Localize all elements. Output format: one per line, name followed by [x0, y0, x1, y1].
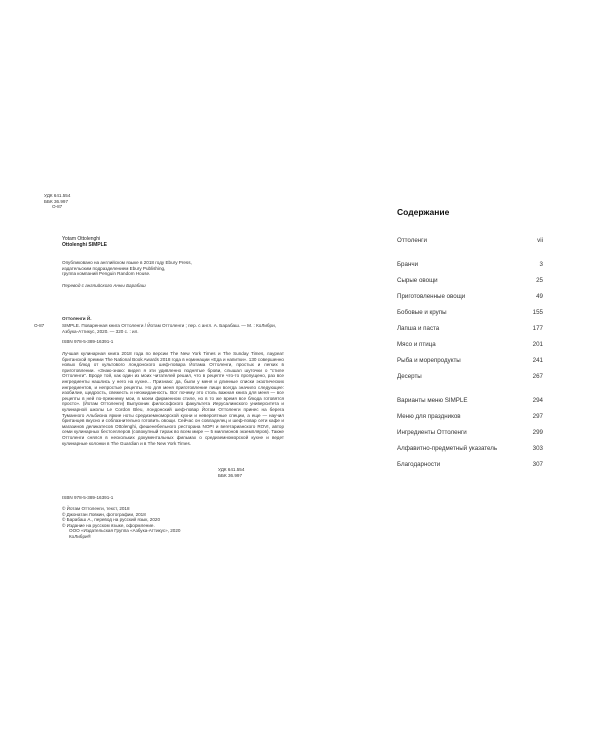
toc-entry-label: Сырые овощи — [397, 276, 438, 284]
toc-entry-page: 177 — [532, 324, 543, 332]
copyright-line: КоЛибри® — [69, 533, 91, 539]
toc-entry-page: 25 — [536, 276, 543, 284]
toc-entry-page: 303 — [532, 444, 543, 452]
toc-title: Содержание — [397, 207, 450, 217]
copyright-line: © Джонатан Ловкин, фотографии, 2018 — [62, 511, 146, 517]
copyright-line: © Йотам Оттоленги, текст, 2018 — [62, 506, 130, 511]
udk-bottom — [218, 467, 244, 478]
udk-code: УДК 641.554 — [44, 193, 71, 198]
toc-entry — [397, 336, 543, 352]
toc-entry — [397, 424, 543, 440]
original-title-block — [62, 236, 107, 248]
bbk-code: ББК 36.997 — [44, 198, 69, 204]
toc-entry-page: 155 — [532, 308, 543, 316]
original-title: Ottolenghi SIMPLE — [62, 242, 107, 248]
toc-entry-label: Десерты — [397, 372, 422, 380]
toc-entry-label: Приготовленные овощи — [397, 292, 466, 300]
toc-entry-page: 307 — [532, 460, 543, 468]
toc-entry — [397, 408, 543, 424]
toc-entry-label: Мясо и птица — [397, 340, 436, 348]
toc-entry-page: 267 — [532, 372, 543, 380]
toc-entry-page: vii — [537, 236, 543, 244]
toc-entry-label: Лапша и паста — [397, 324, 440, 332]
toc-entry — [397, 368, 543, 384]
toc-entry — [397, 440, 543, 456]
toc-entry-label: Рыба и морепродукты — [397, 356, 461, 364]
toc-entry-label: Варианты меню SIMPLE — [397, 396, 468, 404]
copyright-line: © Издание на русском языке, оформление. — [62, 522, 155, 528]
publication-line: группа компаний Penguin Random House. — [62, 271, 151, 277]
toc-spacer — [397, 384, 543, 392]
toc-entry-label: Благодарности — [397, 460, 441, 468]
isbn-bottom: ISBN 978-5-389-16391-1 — [62, 495, 114, 500]
toc-entry-page: 297 — [532, 412, 543, 420]
publication-line: Опубликовано на английском языке в 2018 году Ebury Press, — [62, 260, 192, 265]
catalog-heading: Оттоленги Й. — [62, 316, 92, 321]
toc-entry — [397, 456, 543, 472]
toc-entry — [397, 320, 543, 336]
translator-note: Перевод с английского Анны Барабаш — [62, 283, 146, 288]
toc-entry-label: Бобовые и крупы — [397, 308, 447, 316]
toc-entry-page: 3 — [539, 260, 543, 268]
toc-entry — [397, 232, 543, 248]
toc-entry — [397, 288, 543, 304]
udk-code: УДК 641.554 — [218, 467, 245, 472]
toc-entry-label: Алфавитно-предметный указатель — [397, 444, 498, 452]
copyright-line: © Барабаш А., перевод на русский язык, 2020 — [62, 517, 161, 523]
toc-entry-label: Меню для праздников — [397, 412, 461, 420]
toc-spacer — [397, 248, 543, 256]
toc-entry — [397, 256, 543, 272]
toc-entry — [397, 304, 543, 320]
table-of-contents — [397, 232, 543, 472]
toc-entry-page: 49 — [536, 292, 543, 300]
copyright-line: ООО «Издательская Группа «Азбука-Аттикус», 2020 — [69, 528, 181, 534]
original-author: Yotam Ottolenghi — [62, 236, 101, 242]
udk-block — [44, 193, 70, 210]
catalog-code: О-87 — [34, 323, 45, 328]
bbk-code: ББК 36.997 — [218, 472, 243, 478]
isbn: ISBN 978-5-389-16391-1 — [62, 339, 114, 344]
toc-entry — [397, 272, 543, 288]
publication-note — [62, 260, 262, 277]
toc-entry-label: Оттоленги — [397, 236, 427, 244]
toc-entry-page: 294 — [532, 396, 543, 404]
toc-entry-page: 241 — [532, 356, 543, 364]
abstract: Лучшая кулинарная книга 2018 года по версии The New York Times и The Sunday Times, лауреат британской премии The National Book Awards 2018 года в номинации «Еда и напитки». 130 совершенно новых блюд от культового лондонского шеф-повара Йотама Оттоленги, простых и легких в приготовлении. «Знаю-знаю: видел я эти удивленно поднятые брови, слышал шуточки о “стиле Оттоленги”. Вроде той, как один из моих читателей решил, что в рецепте что-то пропущено, раз все ингредиенты нашлись у него на кухне... Признаю: да, были у меня и длинные списки экзотических ингредиентов, и непростые рецепты. Но для меня приготовление пищи всегда значило следующее: изобилие, щедрость, свежесть и неожиданность. Вот почему это столь важная книга для меня — все рецепты в ней по-прежнему мои, в моем фирменном стиле, но в то же время все блюда готовятся просто». (Йотам Оттоленги) Выпускник философского факультета Иерусалимского университета и кулинарной школы Le Cordon Bleu, лондонский шеф-повар Йотам Оттоленги принес на берега Туманного Альбиона яркие ноты средиземноморской кухни и невероятные специи, а еще — научил британцев вкусно и соблазнительно готовить овощи. Сейчас он совладелец и шеф-повар сети кафе и магазинов деликатесов Ottolenghi, фешенебельного ресторана NOPI и вегетарианского ROVI, автор семи кулинарных бестселлеров (совокупный тираж во всем мире — 5 миллионов экземпляров). Также Оттоленги снялся в нескольких документальных фильмах о средиземноморской кухне и ведет кулинарные колонки в The Guardian и в The New York Times. — [62, 351, 284, 446]
toc-entry — [397, 392, 543, 408]
publication-line: издательским подразделением Ebury Publishing, — [62, 265, 166, 271]
author-mark: О-87 — [52, 204, 63, 210]
toc-entry — [397, 352, 543, 368]
toc-entry-page: 299 — [532, 428, 543, 436]
toc-entry-page: 201 — [532, 340, 543, 348]
catalog-entry: SIMPLE. Поваренная книга Оттоленги / Йотам Оттоленги ; пер. с англ. А. Барабаш. — М. : КоЛибри, Азбука-Аттикус, 2020. — 320 с. : ил. — [62, 323, 276, 334]
toc-entry-label: Ингредиенты Оттоленги — [397, 428, 467, 436]
copyright-block — [62, 506, 180, 540]
toc-entry-label: Бранчи — [397, 260, 419, 268]
